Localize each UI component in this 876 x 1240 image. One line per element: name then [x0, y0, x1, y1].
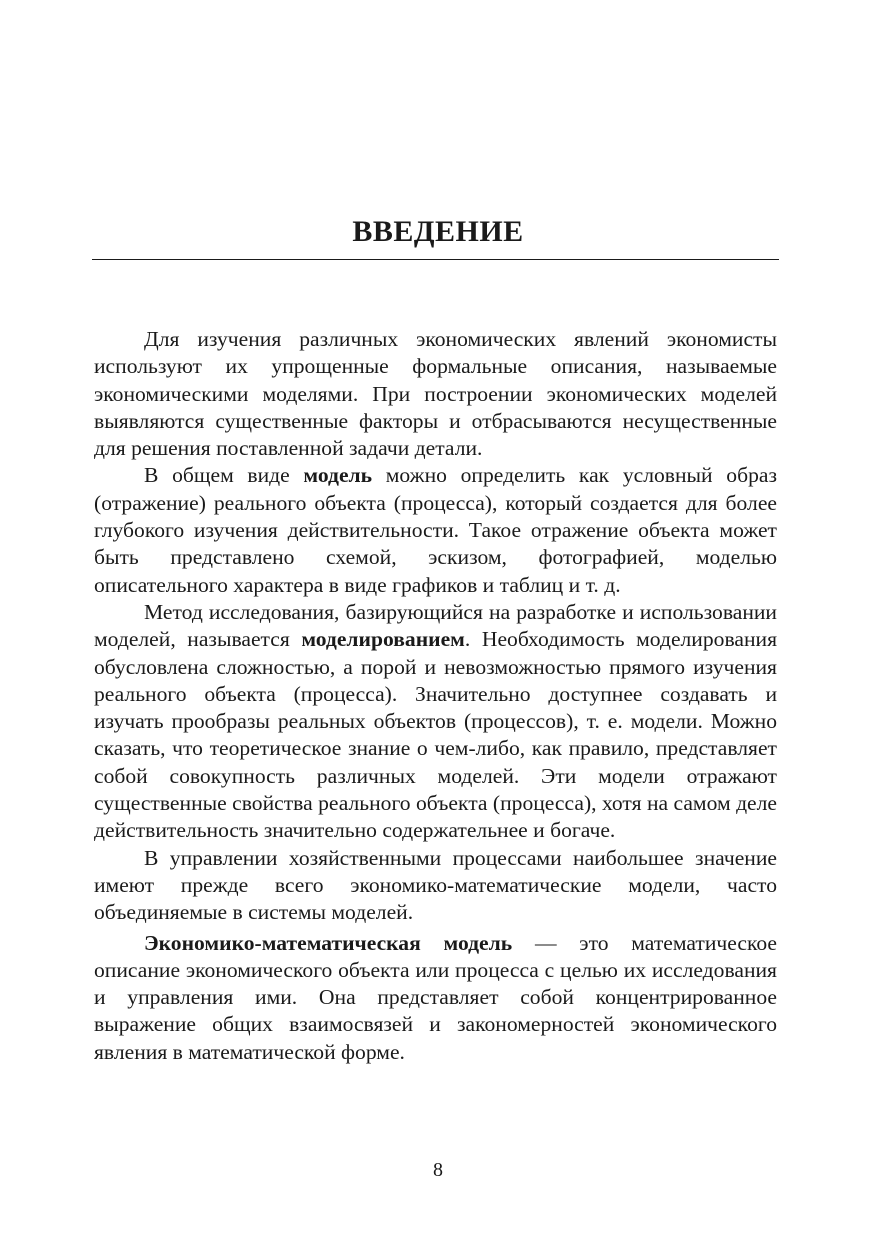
term-modeling: моделированием: [301, 627, 465, 652]
paragraph-1: [94, 326, 777, 462]
paragraph-3-lead: Метод исследования, базирующийся на разработке и использовании моделей, называется: [94, 599, 777, 652]
chapter-heading: ВВЕДЕНИЕ: [352, 215, 524, 248]
paragraph-5: [94, 930, 777, 1066]
paragraph-5-text: — это математическое описание экономического объекта или процесса с целью их исследования и управления ими. Она представляет собой концентрированное выражение общих взаимосвязей и закономерностей экономического явления в математической форме.: [94, 930, 777, 1064]
heading-underline: [92, 259, 779, 260]
body-text: [94, 326, 777, 1066]
term-economic-math-model: Экономико-математическая модель: [144, 930, 513, 955]
paragraph-3: [94, 599, 777, 845]
paragraph-2: [94, 462, 777, 598]
page-number: 8: [433, 1159, 443, 1181]
paragraph-3-text: . Необходимость моделирования обусловлена сложностью, а порой и невозможностью прямого изучения реального объекта (процесса). Значительно доступнее создавать и изучать прообразы реальных объектов (процессов), т. е. модели. Можно сказать, что теоретическое знание о чем-либо, как правило, представляет собой совокупность различных моделей. Эти модели отражают существенные свойства реального объекта (процесса), хотя на самом деле действительность значительно содержательнее и богаче.: [94, 627, 777, 843]
term-model: модель: [303, 463, 373, 488]
paragraph-4-text: В управлении хозяйственными процессами наибольшее значение имеют прежде всего экономико-математические модели, часто объединяемые в системы моделей.: [94, 845, 777, 925]
paragraph-2-text: можно определить как условный образ (отражение) реального объекта (процесса), который создается для более глубокого изучения действительности. Такое отражение объекта может быть представлено схемой, эскизом, фотографией, моделью описательного характера в виде графиков и таблиц и т. д.: [94, 463, 777, 597]
paragraph-4: [94, 845, 777, 927]
paragraph-2-lead: В общем виде: [144, 463, 304, 488]
paragraph-1-text: Для изучения различных экономических явлений экономисты используют их упрощенные формальные описания, называемые экономическими моделями. При построении экономических моделей выявляются существенные факторы и отбрасываются несущественные для решения поставленной задачи детали.: [94, 327, 777, 461]
